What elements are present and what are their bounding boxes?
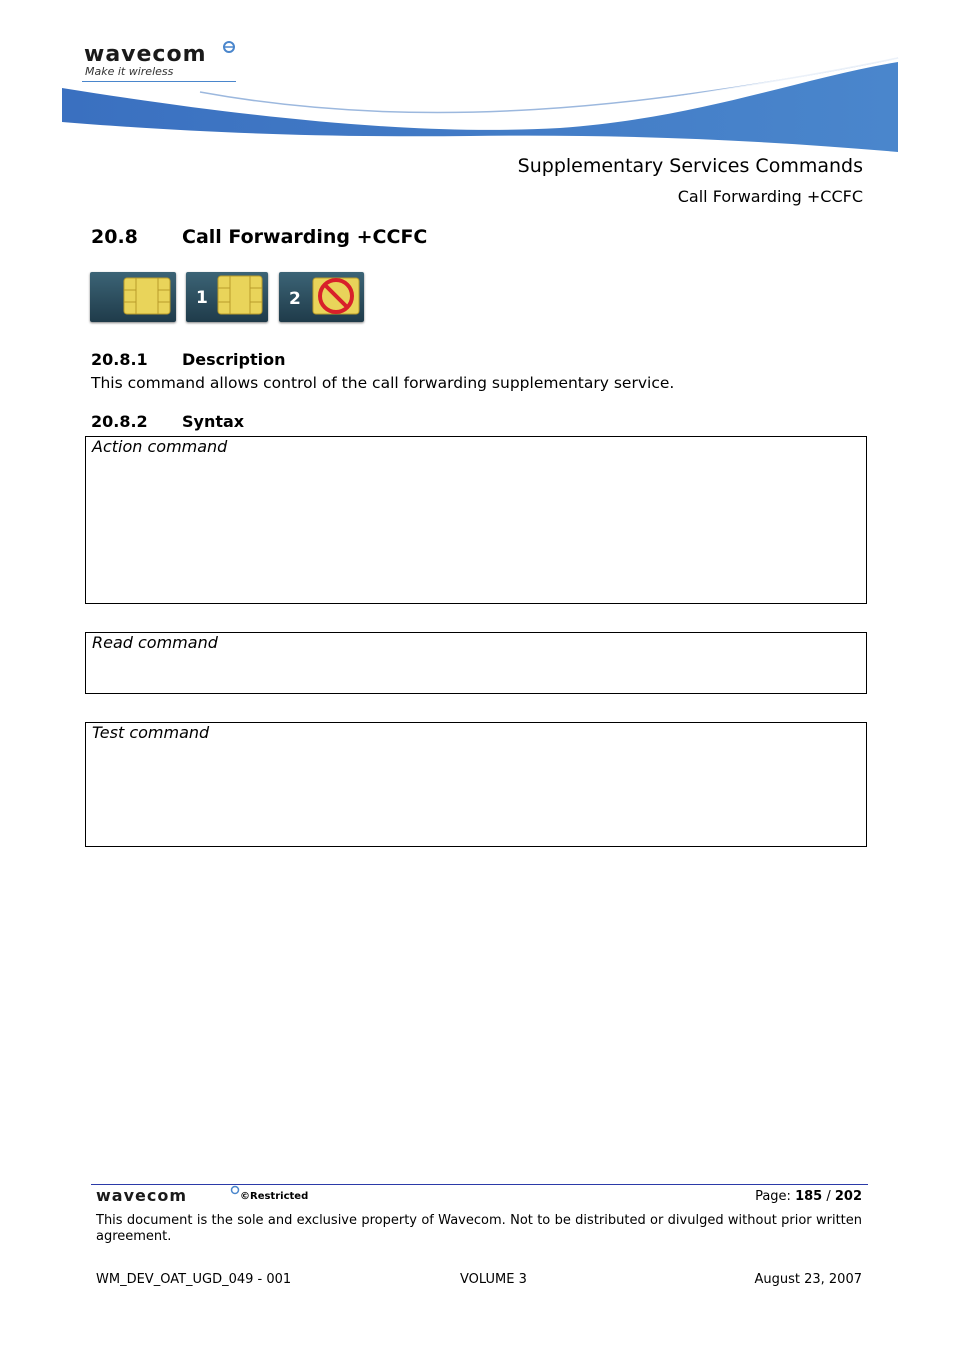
header-title: Supplementary Services Commands: [517, 155, 863, 177]
footer-page: [755, 1189, 862, 1204]
sim-card-icon: [90, 272, 176, 322]
test-command-label: Test command: [92, 723, 210, 742]
sim-card-1-icon: [186, 272, 268, 322]
footer-date: August 23, 2007: [754, 1272, 862, 1287]
sim-card-2-not-supported-icon: [279, 272, 364, 322]
footer-rule: [91, 1184, 868, 1185]
footer-doc-ref: WM_DEV_OAT_UGD_049 - 001: [96, 1272, 292, 1287]
tagline-underline: [82, 81, 236, 82]
syntax-title: Syntax: [182, 412, 245, 431]
test-command-box: [85, 722, 867, 847]
read-command-box: [85, 632, 867, 694]
action-command-box: [85, 436, 867, 604]
page-current: 185: [795, 1189, 823, 1204]
description-number: 20.8.1: [91, 350, 148, 369]
footer-legal: This document is the sole and exclusive property of Wavecom. Not to be distributed or divulged without prior written agreement.: [96, 1213, 862, 1244]
logo-swirl-icon: [222, 40, 236, 54]
read-command-label: Read command: [92, 633, 218, 652]
page-total: 202: [834, 1189, 862, 1204]
page-separator: /: [822, 1189, 835, 1204]
description-text: This command allows control of the call forwarding supplementary service.: [91, 374, 675, 392]
page-prefix: Page:: [755, 1189, 796, 1204]
footer-volume: VOLUME 3: [460, 1272, 527, 1287]
sim-1-label: 1: [196, 288, 208, 308]
header-banner: [0, 0, 954, 160]
header-subtitle: Call Forwarding +CCFC: [677, 187, 863, 206]
description-title: Description: [182, 350, 286, 369]
section-number: 20.8: [91, 226, 138, 248]
footer-brand-logo: wavecom: [96, 1186, 188, 1205]
footer-restricted: ©Restricted: [240, 1191, 309, 1202]
action-command-label: Action command: [92, 437, 228, 456]
section-title: Call Forwarding +CCFC: [182, 226, 428, 248]
footer-logo-swirl-icon: [230, 1185, 240, 1195]
brand-tagline: Make it wireless: [85, 65, 174, 78]
sim-2-label: 2: [289, 289, 301, 309]
syntax-number: 20.8.2: [91, 412, 148, 431]
brand-logo: wavecom: [84, 42, 207, 67]
